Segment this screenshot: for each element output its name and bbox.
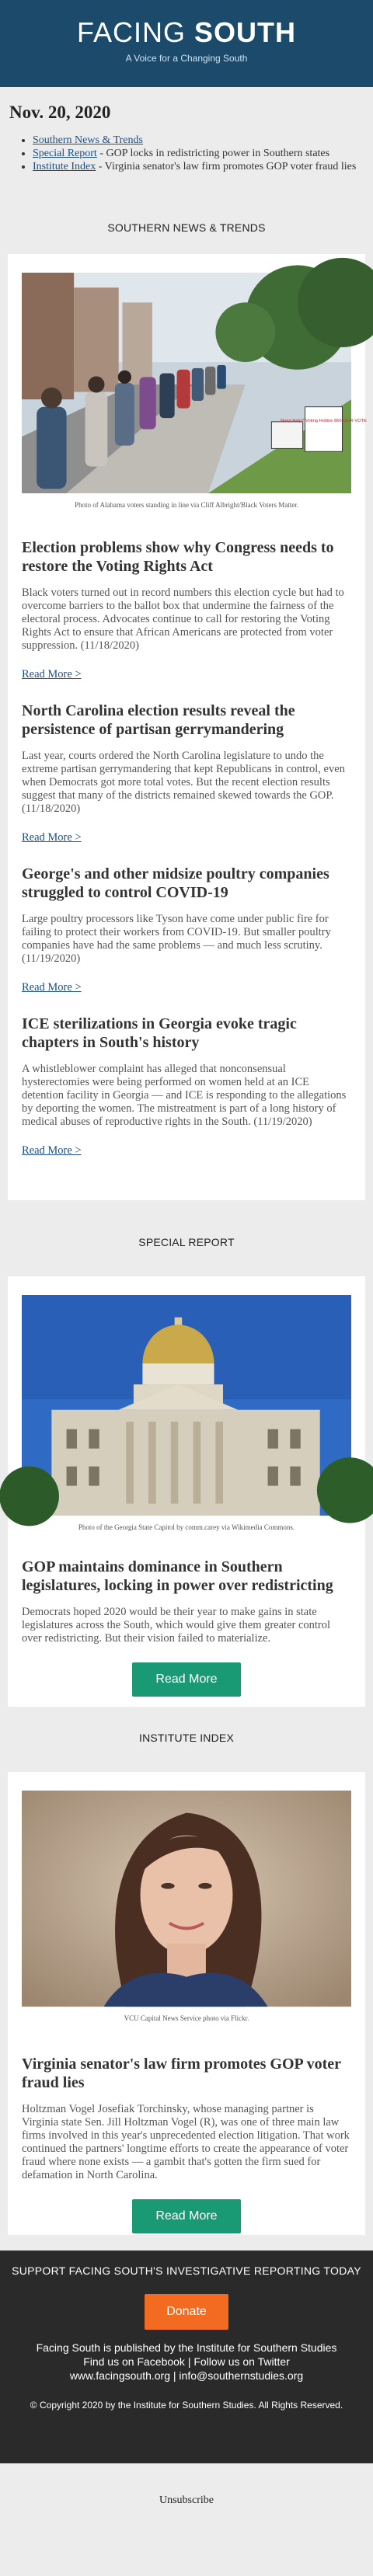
voters-line-photo[interactable] [22, 268, 367, 498]
photo-caption: Photo of Alabama voters standing in line via Cliff Albright/Black Voters Matter. [75, 501, 298, 509]
photo-caption: VCU Capital News Service photo via Flickr. [124, 2014, 249, 2022]
section-title-special-report: SPECIAL REPORT [138, 1236, 235, 1248]
story-headline[interactable]: Election problems show why Congress needs to restore the Voting Rights Act [22, 539, 334, 575]
donate-button[interactable]: Donate [145, 2294, 228, 2330]
masthead [0, 0, 373, 87]
email-link[interactable]: info@southernstudies.org [179, 2369, 304, 2382]
toc-item [33, 147, 364, 160]
publisher-text: Facing South is published by the Institute for Southern Studies [36, 2341, 337, 2354]
story-headline[interactable]: Virginia senator's law firm promotes GOP voter fraud lies [22, 2056, 341, 2091]
support-heading: SUPPORT FACING SOUTH'S INVESTIGATIVE REPORTING TODAY [12, 2264, 361, 2277]
story-item [22, 701, 351, 844]
news-card [8, 254, 365, 1200]
social-links-text[interactable]: Find us on Facebook | Follow us on Twitter [83, 2355, 290, 2368]
story-headline[interactable]: North Carolina election results reveal the persistence of partisan gerrymandering [22, 702, 295, 738]
special-report-card [8, 1276, 365, 1707]
photo-caption: Photo of the Georgia State Capitol by comm.carey via Wikimedia Commons. [78, 1523, 295, 1531]
story-item [22, 538, 351, 681]
website-link[interactable]: www.facingsouth.org [69, 2369, 170, 2382]
institute-index-card [8, 1772, 365, 2235]
toc-link-institute-index[interactable]: Institute Index [33, 161, 96, 172]
story-item [22, 1015, 351, 1157]
story-item [22, 865, 351, 994]
read-more-link[interactable]: Read More > [22, 1144, 82, 1157]
story-summary: Democrats hoped 2020 would be their year to make gains in state legislatures across the South, which would give them greater control over redistricting. But their vision failed to materialize. [22, 1606, 331, 1645]
read-more-link[interactable]: Read More > [22, 668, 82, 681]
read-more-button[interactable]: Read More [132, 2199, 241, 2233]
issue-date: Nov. 20, 2020 [9, 103, 111, 122]
toc-link-news[interactable]: Southern News & Trends [33, 134, 143, 146]
story-summary: Black voters turned out in record numbers this election cycle but had to overcome barriers to the ballot box that undermine the fairness of the electoral process. Advocates continue to call for restoring the Voting Rights Act to ensure that African Americans are protected from voter suppression. (11/18/2020) [22, 587, 344, 652]
story-summary: Holtzman Vogel Josefiak Torchinsky, whose managing partner is Virginia state Sen. Jill Holtzman Vogel (R), was one of three main law firms involved in this year's unprecedented election litigation. That work continued the partners' longtime efforts to create the appearance of voter fraud where none exists — a gambit that's gotten the firm sued for defamation in North Carolina. [22, 2103, 350, 2181]
story-summary: A whistleblower complaint has alleged that nonconsensual hysterectomies were being performed on women held at an ICE detention facility in Georgia — and ICE is responding to the allegations by deporting the women. The mistreatment is part of a long history of medical abuses of reproductive rights in the South. (11/19/2020) [22, 1063, 347, 1128]
contact-line [0, 2369, 373, 2383]
story-summary: Last year, courts ordered the North Carolina legislature to undo the extreme partisan gerrymandering that kept Republicans in control, even when Democrats got more total votes. But the recent election results suggest that many of the districts remained skewed towards the GOP. (11/18/2020) [22, 750, 345, 815]
facing-south-logo[interactable] [0, 17, 373, 48]
contact-separator: | [170, 2369, 180, 2382]
logo-word-south: SOUTH [194, 16, 297, 48]
toc-item [33, 160, 364, 173]
toc-item [33, 134, 364, 147]
story-headline[interactable]: GOP maintains dominance in Southern legislatures, locking in power over redistricting [22, 1558, 333, 1594]
section-title-institute-index: INSTITUTE INDEX [138, 1732, 234, 1744]
read-more-button[interactable]: Read More [132, 1662, 241, 1697]
copyright: © Copyright 2020 by the Institute for Southern Studies. All Rights Reserved. [30, 2400, 343, 2411]
table-of-contents [33, 134, 364, 173]
story-headline[interactable]: ICE sterilizations in Georgia evoke tragic chapters in South's history [22, 1015, 297, 1051]
read-more-link[interactable]: Read More > [22, 831, 82, 844]
toc-item-desc: - GOP locks in redistricting power in Southern states [96, 148, 330, 159]
tagline: A Voice for a Changing South [125, 53, 248, 64]
footer [0, 2251, 373, 2463]
toc-item-desc: - Virginia senator's law firm promotes GOP voter fraud lies [96, 161, 357, 172]
senator-portrait-photo[interactable] [22, 1786, 351, 2011]
story-summary: Large poultry processors like Tyson have come under public fire for failing to protect their workers from COVID-19. But smaller poultry companies have had the same problems — and much less scrutiny. (11/19/2020) [22, 913, 331, 965]
sign-text: Need Help? Voting Hotline 866-OUR-VOTE [281, 418, 367, 423]
logo-word-facing: FACING [76, 16, 186, 48]
georgia-capitol-photo[interactable] [22, 1290, 351, 1520]
story-headline[interactable]: George's and other midsize poultry companies struggled to control COVID-19 [22, 865, 329, 901]
toc-link-special-report[interactable]: Special Report [33, 148, 97, 159]
unsubscribe-link[interactable]: Unsubscribe [159, 2494, 214, 2506]
section-title-news: SOUTHERN NEWS & TRENDS [107, 221, 266, 234]
read-more-link[interactable]: Read More > [22, 981, 82, 994]
social-links [0, 2355, 373, 2369]
